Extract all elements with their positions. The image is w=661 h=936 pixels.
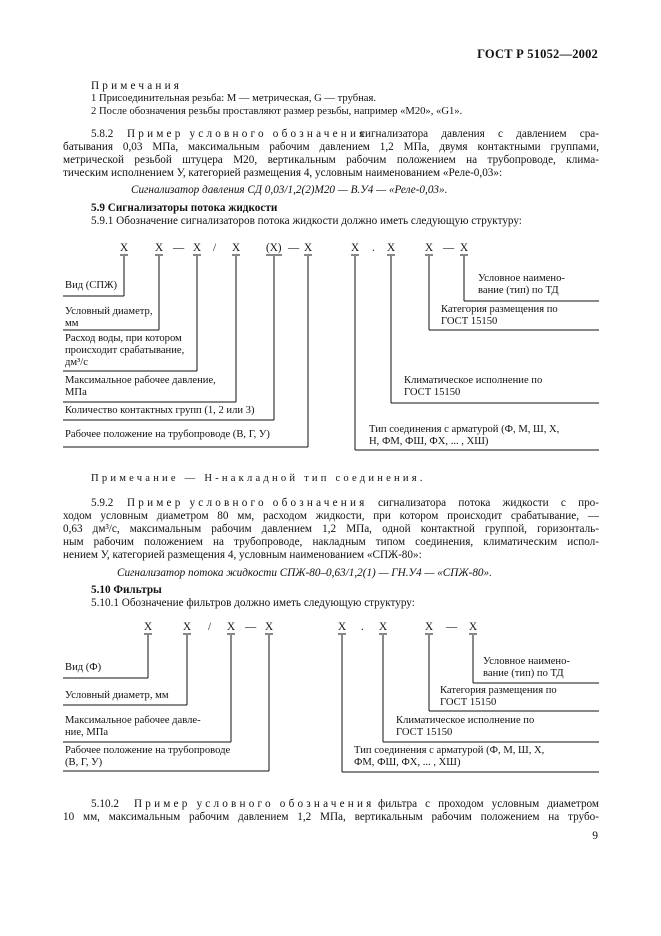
para-5102-line-2: 10 мм, максимальным рабочим давлением 1,2 МПа, вертикальным рабочим положением на трубо- [63, 811, 599, 823]
para-592-line-2: ходом условным диаметром 80 мм, расходом жидкости, при котором происходит срабатывание, — [63, 510, 599, 522]
para-582-heading: Пример условного обозначения [127, 128, 368, 140]
d1-label-cat-2: ГОСТ 15150 [441, 316, 498, 327]
d1-symbol: Х [351, 242, 360, 254]
d2-symbol: Х [183, 621, 192, 633]
d1-symbol: . [372, 242, 375, 254]
d2-label-pmax-2: ние, МПа [65, 727, 109, 738]
para-5102-number: 5.10.2 [91, 798, 119, 810]
d2-label-clim-1: Климатическое исполнение по [396, 715, 535, 726]
d1-symbol: Х [155, 242, 164, 254]
section-59-note-text: Примечание — Н-накладной тип соединения. [91, 473, 426, 484]
para-592-line-5: нением У, категорией размещения 4, условным наименованием «СПЖ-80»: [63, 549, 422, 561]
d1-label-conn-1: Тип соединения с арматурой (Ф, М, Ш, Х, [369, 424, 560, 435]
para-582-line-2: батывания 0,03 МПа, максимальным рабочим давлением 1,2 МПа, двумя контактными группами, [63, 141, 599, 153]
d1-label-dn-1: Условный диаметр, [65, 306, 153, 317]
para-5102-heading: Пример условного обозначения [134, 798, 375, 810]
para-592-line-4: ным рабочим положением на трубопроводе, накладным типом соединения, климатическим испол- [63, 536, 599, 548]
d2-symbol: Х [379, 621, 388, 633]
d2-label-conn-1: Тип соединения с арматурой (Ф, М, Ш, Х, [354, 745, 545, 756]
d1-label-clim-2: ГОСТ 15150 [404, 387, 461, 398]
para-592-line-1: сигнализатора потока жидкости с про- [378, 497, 599, 509]
d1-symbol: Х [304, 242, 313, 254]
d1-symbol: / [213, 242, 217, 254]
d2-label-cat-2: ГОСТ 15150 [440, 697, 497, 708]
d1-label-conn-2: Н, ФМ, ФШ, ФХ, ... , ХШ) [369, 436, 489, 447]
para-5102-line-1: фильтра с проходом условным диаметром [378, 798, 599, 810]
d2-label-clim-2: ГОСТ 15150 [396, 727, 453, 738]
d2-symbol: / [208, 621, 212, 633]
d2-label-name-2: вание (тип) по ТД [483, 668, 564, 679]
section-510-title: 5.10 Фильтры [91, 584, 162, 596]
d2-label-name-1: Условное наимено- [483, 656, 570, 667]
d1-label-rashod-3: дм³/с [65, 357, 88, 368]
d1-label-dn-2: мм [65, 318, 79, 329]
para-582-example: Сигнализатор давления СД 0,03/1,2(2)М20 — В.У4 — «Реле-0,03». [131, 184, 448, 196]
d1-label-pmax-2: МПа [65, 387, 87, 398]
d2-symbol: Х [469, 621, 478, 633]
d2-symbol: — [446, 621, 458, 633]
d2-symbol: — [245, 621, 257, 633]
d1-label-contacts: Количество контактных групп (1, 2 или 3) [65, 405, 255, 416]
para-582-line-3: метрической резьбой штуцера М20, вертикальным рабочим положением на трубопроводе, клима- [63, 154, 599, 166]
d1-label-position: Рабочее положение на трубопроводе (В, Г, У) [65, 429, 270, 440]
para-582-line-4: тическим исполнением У, категорией размещения 4, условным наименованием «Реле-0,03»: [63, 167, 503, 179]
d2-label-vid: Вид (Ф) [65, 662, 102, 673]
page-number: 9 [592, 830, 598, 842]
d1-label-rashod-2: происходит срабатывание, [65, 345, 185, 356]
standard-header: ГОСТ Р 51052—2002 [477, 47, 598, 61]
d1-label-name-2: вание (тип) по ТД [478, 285, 559, 296]
note-item-2: 2 После обозначения резьбы проставляют размер резьбы, например «М20», «G1». [91, 106, 463, 117]
d1-label-rashod-1: Расход воды, при котором [65, 333, 182, 344]
d1-label-vid: Вид (СПЖ) [65, 280, 118, 291]
d2-symbol: Х [265, 621, 274, 633]
d1-symbol: — [173, 242, 185, 254]
d1-symbol: — [443, 242, 455, 254]
para-592-line-3: 0,63 дм³/с, максимальным рабочим давлением 1,2 МПа, одной контактной группой, горизонталь- [63, 523, 599, 535]
para-592-heading: Пример условного обозначения [127, 497, 368, 509]
para-592-example: Сигнализатор потока жидкости СПЖ-80–0,63/1,2(1) — ГН.У4 — «СПЖ-80». [117, 567, 492, 579]
section-59-note [91, 472, 426, 486]
d1-symbol: Х [387, 242, 396, 254]
d2-symbol: Х [144, 621, 153, 633]
d2-label-pos-2: (В, Г, У) [65, 757, 103, 768]
section-59-title: 5.9 Сигнализаторы потока жидкости [91, 202, 278, 214]
d2-symbol: Х [227, 621, 236, 633]
d2-label-pos-1: Рабочее положение на трубопроводе [65, 745, 231, 756]
para-582-line-1: сигнализатора давления с давлением сра- [360, 128, 599, 140]
d1-symbol: Х [120, 242, 129, 254]
d1-symbol: Х [232, 242, 241, 254]
section-510-intro: 5.10.1 Обозначение фильтров должно иметь следующую структуру: [91, 597, 415, 609]
d2-label-cat-1: Категория размещения по [440, 685, 557, 696]
d1-symbol: Х [460, 242, 469, 254]
d2-label-conn-2: ФМ, ФШ, ФХ, ... , ХШ) [354, 757, 461, 768]
section-59-intro: 5.9.1 Обозначение сигнализаторов потока жидкости должно иметь следующую структуру: [91, 215, 522, 227]
notes-title: Примечания [91, 80, 183, 92]
d1-label-cat-1: Категория размещения по [441, 304, 558, 315]
d2-label-dn: Условный диаметр, мм [65, 690, 169, 701]
note-item-1: 1 Присоединительная резьба: М — метрическая, G — трубная. [91, 93, 377, 104]
d2-label-pmax-1: Максимальное рабочее давле- [65, 715, 201, 726]
d1-label-clim-1: Климатическое исполнение по [404, 375, 543, 386]
d1-symbol: — [288, 242, 300, 254]
d2-symbol: Х [338, 621, 347, 633]
para-592-number: 5.9.2 [91, 497, 114, 509]
para-582-number: 5.8.2 [91, 128, 114, 140]
d1-symbol: Х [425, 242, 434, 254]
d2-symbol: . [361, 621, 364, 633]
d1-label-name-1: Условное наимено- [478, 273, 565, 284]
d1-symbol: (Х) [266, 242, 282, 254]
d1-label-pmax-1: Максимальное рабочее давление, [65, 375, 216, 386]
d2-symbol: Х [425, 621, 434, 633]
d1-symbol: Х [193, 242, 202, 254]
